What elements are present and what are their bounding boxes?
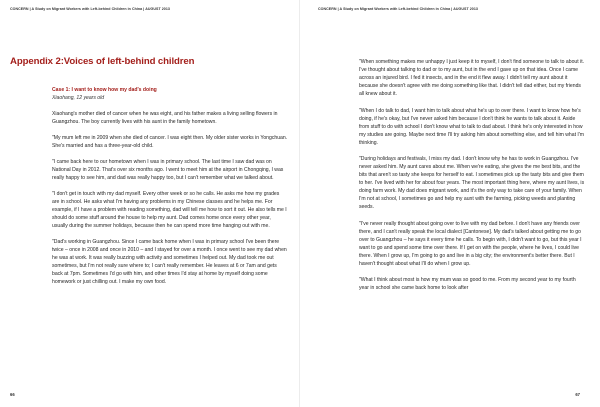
page-number: 67 [575, 392, 580, 397]
page-number: 66 [10, 392, 15, 397]
running-head: CONCERN | A Study on Migrant Workers with Left-behind Children in China | AUGUST 2013 [10, 7, 170, 11]
paragraph: "I've never really thought about going over to live with my dad before. I don't have any friends over there, and I can't really speak the local dialect [Cantonese]. My dad's talked about getting me to go over to Guangzhou – he says it every time he calls. To begin with, I didn't want to go, but this year I want to go and spend some time over there. If I get on with the people, where he lives, I could live there. When I grow up, I'm going to go and live in a big city; the environment's better there. But I haven't thought about what I'll do when I grow up. [359, 220, 582, 267]
paragraph: "I came back here to our hometown when I was in primary school. The last time I saw dad was on National Day in 2012. That's over six months ago. I went to meet him at the airport in Chongqing, I was really happy to see him, and dad was really happy too, but I can't remember what we talked about. [52, 159, 284, 182]
paragraph: "During holidays and festivals, I miss my dad. I don't know why he has to work in Guangzhou. I've never asked him. My aunt cares about me. When we're eating, she gives the me best bits, and the bits that aren't so tasty she keeps for herself to eat. I sometimes pick up the tasty bits and give them to her. I've lived with her for about four years. The most important thing here, where my aunt lives, is doing farm work. My dad does migrant work, and it's the only way to take care of your family. When I'm not at school, I sometimes go and help my aunt with the farming, picking weeds and planting seeds. [359, 156, 585, 211]
left-text-column [52, 86, 288, 294]
right-text-column [359, 58, 585, 301]
case-subtitle: Xiaohang, 12 years old [52, 95, 105, 101]
case-title: Case 1: I want to know how my dad's doing [52, 87, 157, 93]
running-head: CONCERN | A Study on Migrant Workers with Left-behind Children in China | AUGUST 2013 [318, 7, 478, 11]
paragraph: "I don't get in touch with my dad myself. Every other week or so he calls. He asks me how my grades are in school. He asks what I'm having any problems in my Chinese classes and he helps me. For example, if I have a problem with reading something, dad will tell me how to sort it out. He also tells me I should do some stuff around the house to help my aunt. Dad comes home once every other year, usually during the summer holidays, because then he can spend more time hanging out with me. [52, 191, 287, 230]
appendix-title: Appendix 2:Voices of left-behind children [10, 56, 195, 67]
paragraph: "When I do talk to dad, I want him to talk about what he's up to over there. I want to know how he's doing, if he's okay, but I've never asked him because I don't think he wants to talk about it. Aside from stuff to do with school I don't know what to talk to dad about. I think he's only interested in how my studies are going. Maybe next time I'll try asking him about something else, and tell him what I'm thinking. [359, 107, 585, 146]
paragraph: "My mum left me in 2009 when she died of cancer. I was eight then. My older sister works in Yongchuan. She's married and has a three-year-old child. [52, 135, 288, 150]
paragraph: Xiaohang's mother died of cancer when he was eight, and his father makes a living selling flowers in Guangzhou. The boy currently lives with his aunt in the family hometown. [52, 111, 278, 125]
paragraph: "What I think about most is how my mum was so good to me. From my second year to my fourth year in school she came back home to look after [359, 277, 576, 292]
paragraph: "When something makes me unhappy I just keep it to myself, I don't find someone to talk to about it. I've thought about talking to dad or to my aunt, but in the end I gave up on that idea. Once I came across an injured bird. I fed it insects, and in the end it flew away. I didn't tell my aunt about it because she doesn't agree with me doing something like that. I didn't tell dad either, but my friends all knew about it. [359, 59, 585, 97]
paragraph: "Dad's working in Guangzhou. Since I came back home when I was in primary school I've been there twice – once in 2008 and once in 2010 – and I stayed for over a month. I once went to see my dad when he was at work. It was really buzzing with activity and sometimes I helped out. My dad took me out sometimes, but I'm not really sure where to; I can't really remember. He leaves at 6 or 7am and gets back at 7pm. Sometimes I'd go with him, and other times I'd stay at home by myself doing some homework or just chilling out. I make my own food. [52, 239, 287, 286]
right-page [300, 0, 600, 407]
